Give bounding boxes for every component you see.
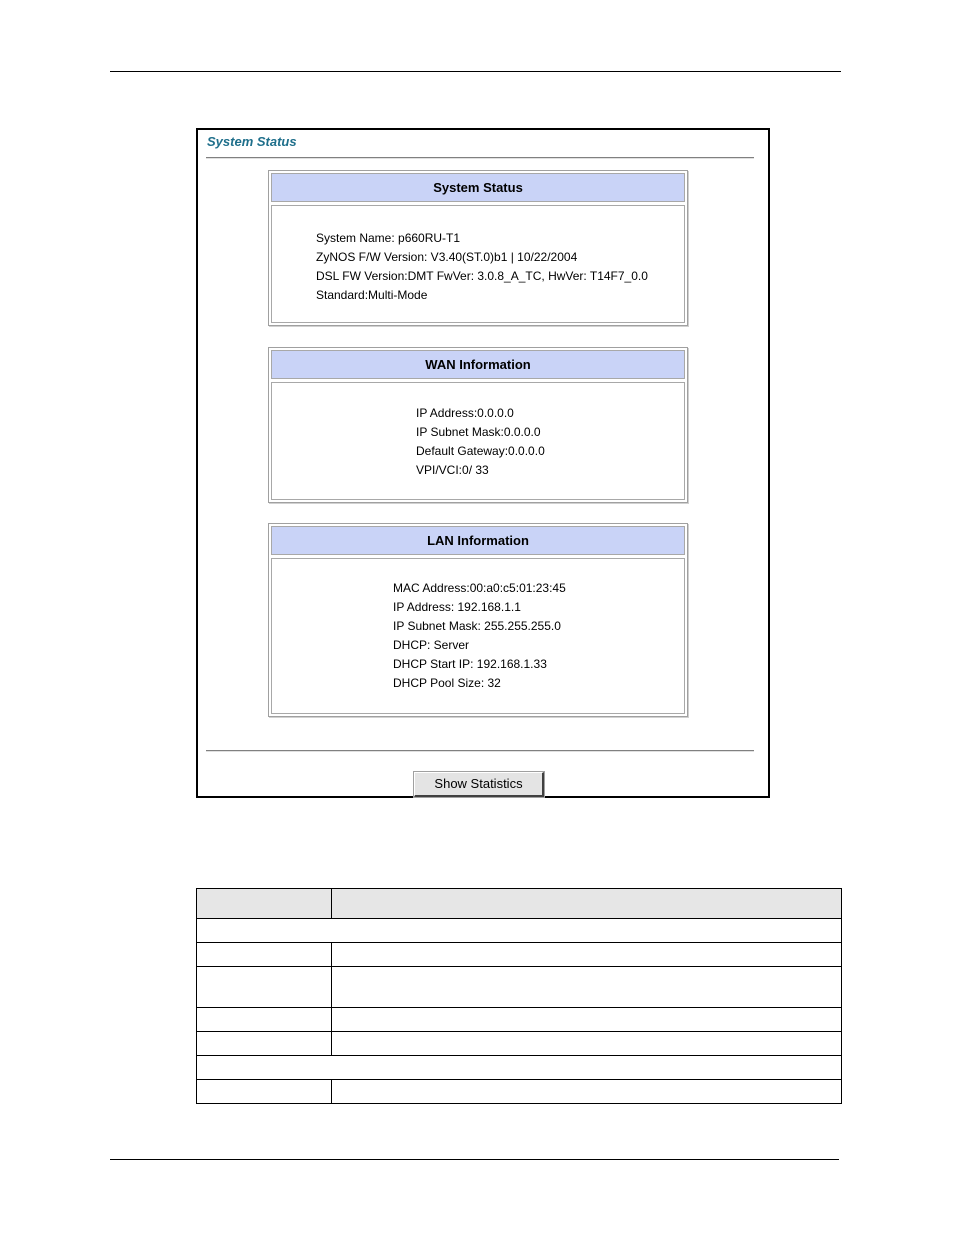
table-cell (197, 919, 842, 943)
lan-dhcp-start-ip-line: DHCP Start IP: 192.168.1.33 (393, 657, 547, 671)
lan-information-header: LAN Information (271, 526, 685, 555)
table-row (197, 1080, 842, 1104)
table-cell (332, 1008, 842, 1032)
table-header-cell (332, 889, 842, 919)
wan-subnet-mask-line: IP Subnet Mask:0.0.0.0 (416, 425, 541, 439)
lan-ip-address-line: IP Address: 192.168.1.1 (393, 600, 521, 614)
table-cell (197, 1080, 332, 1104)
system-status-screenshot (196, 128, 770, 798)
screen-title: System Status (207, 134, 297, 149)
standard-line: Standard:Multi-Mode (316, 288, 428, 302)
table-cell (332, 1032, 842, 1056)
table-section-row (197, 1056, 842, 1080)
table-row (197, 1032, 842, 1056)
lan-information-body (271, 558, 685, 714)
footer-rule (110, 1159, 839, 1160)
header-rule (110, 71, 841, 72)
table-cell (197, 1008, 332, 1032)
table-header-row (197, 889, 842, 919)
wan-default-gateway-line: Default Gateway:0.0.0.0 (416, 444, 545, 458)
table-cell (332, 943, 842, 967)
system-status-body (271, 205, 685, 323)
wan-ip-address-line: IP Address:0.0.0.0 (416, 406, 514, 420)
lan-information-panel (268, 523, 688, 717)
dsl-fw-version-line: DSL FW Version:DMT FwVer: 3.0.8_A_TC, HwVer: T14F7_0.0 (316, 269, 648, 283)
system-name-line: System Name: p660RU-T1 (316, 231, 461, 245)
show-statistics-button[interactable]: Show Statistics (414, 772, 544, 797)
lan-dhcp-pool-size-line: DHCP Pool Size: 32 (393, 676, 501, 690)
zynos-version-line: ZyNOS F/W Version: V3.40(ST.0)b1 | 10/22/2004 (316, 250, 578, 264)
table-section-row (197, 919, 842, 943)
table-header-cell (197, 889, 332, 919)
system-status-header: System Status (271, 173, 685, 202)
wan-information-header: WAN Information (271, 350, 685, 379)
lan-subnet-mask-line: IP Subnet Mask: 255.255.255.0 (393, 619, 561, 633)
field-description-table (196, 888, 842, 1104)
footer-divider (206, 750, 754, 752)
table-cell (197, 1056, 842, 1080)
table-row (197, 967, 842, 1008)
table-row (197, 1008, 842, 1032)
table-cell (197, 1032, 332, 1056)
table-cell (197, 943, 332, 967)
lan-mac-address-line: MAC Address:00:a0:c5:01:23:45 (393, 581, 566, 595)
table-cell (332, 1080, 842, 1104)
lan-dhcp-line: DHCP: Server (393, 638, 470, 652)
wan-information-body (271, 382, 685, 500)
table-cell (332, 967, 842, 1008)
wan-vpi-vci-line: VPI/VCI:0/ 33 (416, 463, 489, 477)
wan-information-panel (268, 347, 688, 503)
table-cell (197, 967, 332, 1008)
table-row (197, 943, 842, 967)
system-status-panel (268, 170, 688, 326)
title-divider (206, 157, 754, 159)
